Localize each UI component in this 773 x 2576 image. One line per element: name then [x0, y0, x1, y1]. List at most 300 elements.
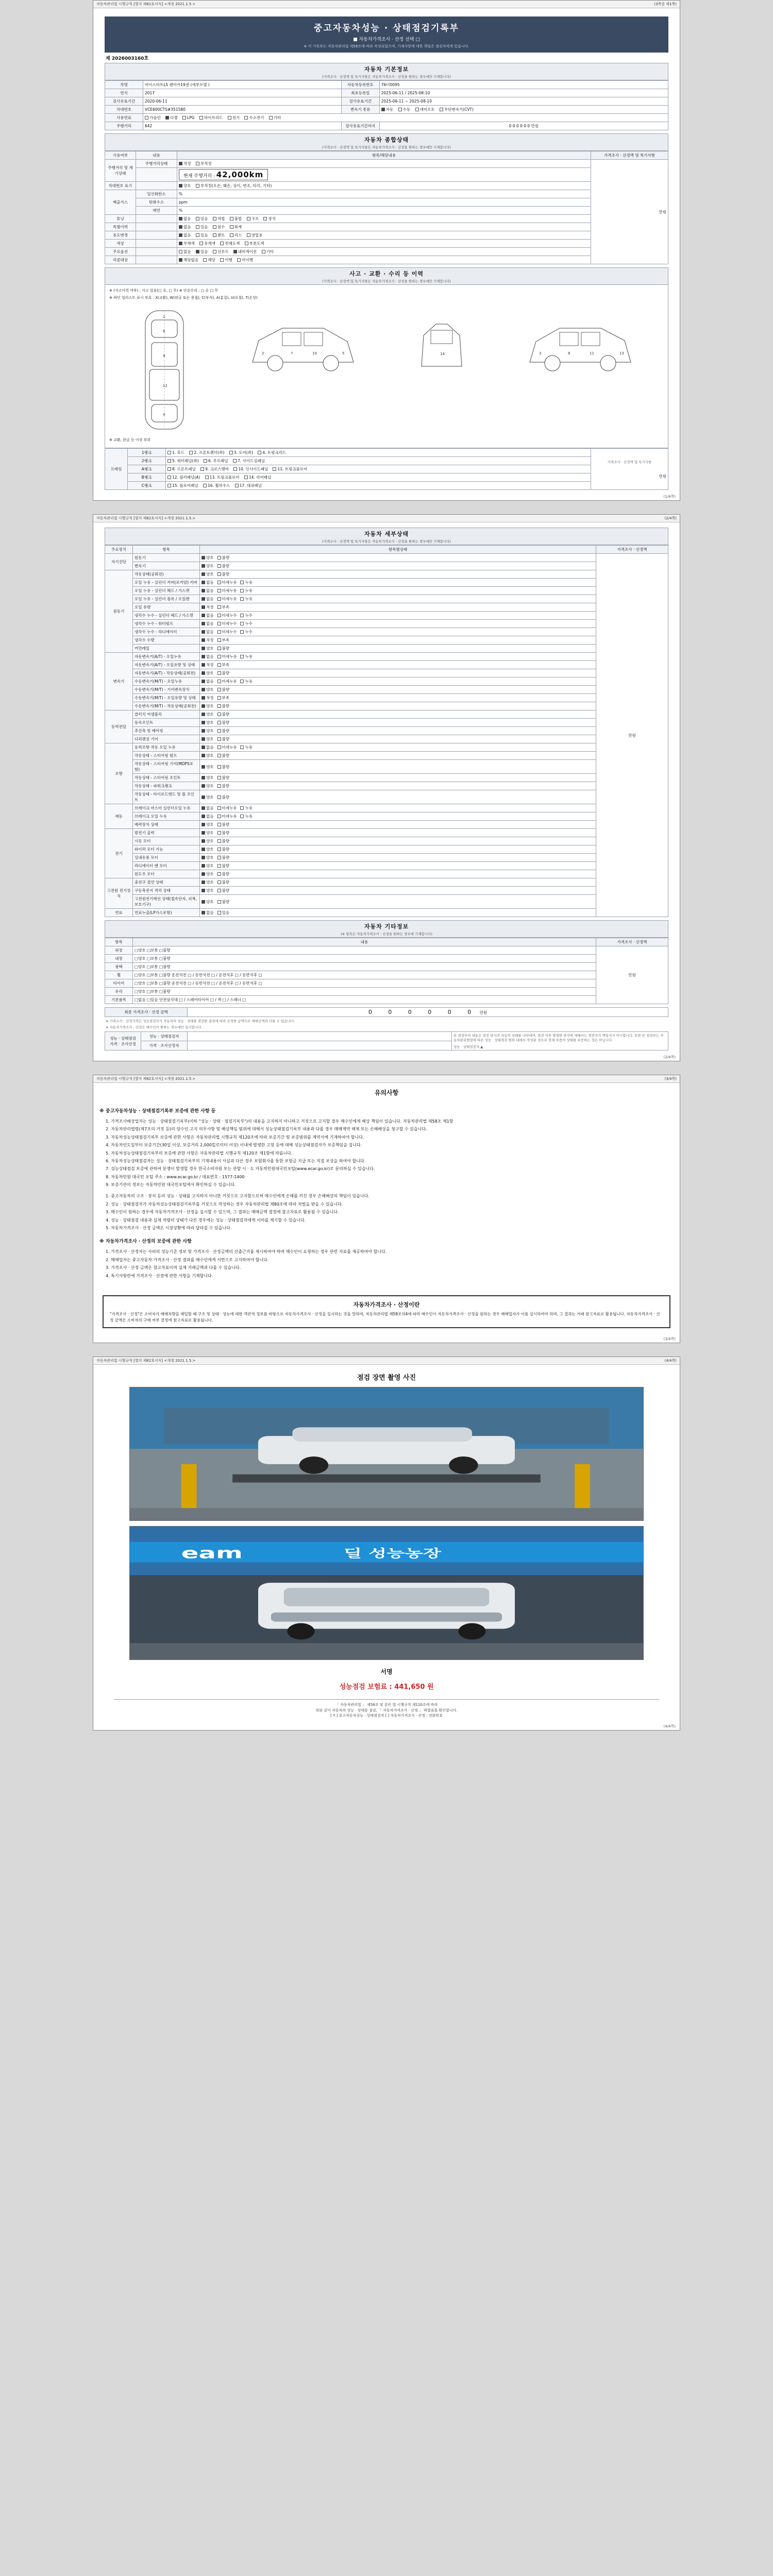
detail-item-options[interactable]	[200, 909, 596, 917]
detail-item-options[interactable]	[200, 645, 596, 653]
detail-item-label: 오일 유량	[133, 603, 200, 612]
final-price-digits[interactable]	[188, 1008, 668, 1017]
detail-rows-body	[105, 554, 668, 917]
detail-opt-0[interactable]: 적정	[201, 695, 214, 701]
etc-row-value-5[interactable]: □양호 □보통 □불량	[133, 988, 596, 996]
detail-opt-1[interactable]: 불량	[217, 871, 230, 877]
detail-item-label: 발전기 출력	[133, 829, 200, 837]
part-1-2[interactable]: 7. 사이드실패널	[233, 458, 265, 464]
etc-row-value-6[interactable]: □없음 □있음 안전삼각대 □ / 스페어타이어 □ / 잭 □ / 스패너 □	[133, 996, 596, 1004]
detail-opt-1[interactable]: 불량	[217, 728, 230, 734]
detail-group-8: 연료	[105, 909, 133, 917]
etc-row-value-3[interactable]: □양호 □보통 □불량 운전석전 □ / 동반석전 □ / 운전석후 □ / 동반석후 □	[133, 971, 596, 979]
overall-state-table	[105, 151, 668, 264]
detail-item-options[interactable]	[200, 694, 596, 702]
basic-label-2b: 검사유효기간	[341, 97, 379, 106]
basic-value-5[interactable]: 642	[143, 122, 342, 130]
detail-opt-0[interactable]: 양호	[201, 728, 214, 734]
detail-opt-1[interactable]: 부족	[217, 637, 230, 643]
detail-group-5: 제동	[105, 804, 133, 829]
opt-nav[interactable]: 내비게이션	[233, 249, 257, 255]
detail-opt-0[interactable]: 없음	[201, 629, 214, 635]
tuning-device[interactable]: 장치	[263, 216, 276, 222]
detail-opt-0[interactable]: 없음	[201, 580, 214, 585]
accident-line-2: ※ 하단 일러스트 표시 부호 : X(교환), W(판금 또는 용접), C(부식), A(흠집), U(요철), T(손상)	[109, 296, 258, 300]
basic-value-1[interactable]: 2017	[143, 89, 342, 97]
emission-item-1: 탄화수소	[136, 198, 177, 207]
detail-item-options[interactable]	[200, 579, 596, 587]
detail-opt-1[interactable]: 불량	[217, 703, 230, 709]
detail-opt-1[interactable]: 미세누유	[217, 805, 237, 811]
detail-opt-1[interactable]: 불량	[217, 571, 230, 577]
parts-items-2[interactable]	[166, 465, 591, 473]
history-none[interactable]: 없음	[179, 224, 191, 230]
detail-item-options[interactable]	[200, 895, 596, 909]
svg-text:11: 11	[590, 351, 594, 355]
part-3-2[interactable]: 14. 리어패널	[244, 474, 271, 480]
emission-val-0[interactable]: %	[177, 190, 591, 198]
recall-yes[interactable]: 해당	[203, 257, 215, 263]
detail-row	[105, 653, 668, 661]
part-2-1[interactable]: 9. 크로스멤버	[200, 466, 229, 472]
detail-item-options[interactable]	[200, 702, 596, 710]
detail-opt-0[interactable]: 양호	[201, 888, 214, 893]
detail-item-label: 라디에이터 팬 모터	[133, 862, 200, 870]
detail-item-options[interactable]	[200, 653, 596, 661]
section-basic-sub: (가격조사 · 산정액 및 특기사항은 자동차가격조사 · 산정을 원하는 경우에만 기재합니다)	[322, 75, 451, 79]
basic-value-3[interactable]: VCE600CTS#351580	[143, 106, 342, 114]
detail-opt-0[interactable]: 양호	[201, 775, 214, 781]
detail-opt-1[interactable]: 불량	[217, 855, 230, 860]
detail-opt-0[interactable]: 적정	[201, 604, 214, 610]
detail-opt-1[interactable]: 불량	[217, 736, 230, 742]
detail-opt-1[interactable]: 미세누수	[217, 629, 237, 635]
overall-opts-usage[interactable]	[177, 231, 591, 240]
detail-opt-1[interactable]: 불량	[217, 711, 230, 717]
opt-sunroof[interactable]: 선루프	[213, 249, 229, 255]
usage-rent[interactable]: 렌트	[213, 232, 225, 238]
basic-value-2b[interactable]: 2025-06-11 ~ 2025-08-10	[379, 97, 668, 106]
detail-opt-1[interactable]: 불량	[217, 646, 230, 651]
detail-opt-1[interactable]: 있음	[217, 910, 230, 916]
fuel-options[interactable]	[143, 114, 668, 122]
mileage-opt-bad[interactable]: 부적정	[196, 161, 212, 166]
detail-opt-1[interactable]: 불량	[217, 775, 230, 781]
car-rear-view-diagram[interactable]	[413, 306, 470, 383]
detail-opt-0[interactable]: 양호	[201, 555, 214, 561]
part-2-2[interactable]: 10. 인사이드패널	[233, 466, 268, 472]
detail-item-options[interactable]	[200, 774, 596, 782]
detail-opt-2[interactable]: 누유	[240, 654, 253, 659]
overall-opts-history[interactable]	[177, 223, 591, 231]
overall-opts-options[interactable]	[177, 248, 591, 256]
detail-opt-2[interactable]: 누유	[240, 805, 253, 811]
basic-info-table	[105, 80, 668, 130]
detail-opt-0[interactable]: 양호	[201, 794, 214, 800]
detail-item-options[interactable]	[200, 661, 596, 669]
footer-note-2: 위와 같이 자동차의 성능 · 상태를 점검, 「 자동차가격조사 · 산정 」 하였음을 확인합니다.	[315, 1708, 458, 1713]
detail-item-options[interactable]	[200, 878, 596, 887]
svg-text:5: 5	[342, 351, 345, 355]
detail-opt-2[interactable]: 누유	[240, 744, 253, 750]
detail-row	[105, 790, 668, 804]
detail-opt-0[interactable]: 없음	[201, 613, 214, 618]
part-4-1[interactable]: 16. 휠하우스	[203, 483, 230, 488]
detail-opt-0[interactable]: 없음	[201, 814, 214, 819]
detail-item-options[interactable]	[200, 628, 596, 636]
detail-opt-0[interactable]: 적정	[201, 662, 214, 668]
basic-value-2[interactable]: 2020-06-11	[143, 97, 342, 106]
etc-row-label-0: 외장	[105, 946, 133, 955]
basic-label-4: 사용연료	[105, 114, 143, 122]
detail-opt-2[interactable]: 누유	[240, 580, 253, 585]
opt-yes[interactable]: 있음	[196, 249, 208, 255]
detail-item-label: 냉각수 누수 - 실린더 헤드 / 가스켓	[133, 612, 200, 620]
detail-item-options[interactable]	[200, 620, 596, 628]
section-overall-sub: (가격조사 · 산정액 및 특기사항은 자동차가격조사 · 산정을 원하는 경우에만 기재합니다)	[322, 145, 451, 149]
fuel-opt-3[interactable]: 하이브리드	[199, 115, 223, 121]
detail-item-label: 오일 누유 - 실린더 헤드 / 가스켓	[133, 587, 200, 595]
detail-item-options[interactable]	[200, 677, 596, 686]
part-0-0[interactable]: 1. 후드	[167, 450, 184, 455]
etc-row-value-0[interactable]: □양호 □보통 □불량	[133, 946, 596, 955]
detail-opt-0[interactable]: 양호	[201, 863, 214, 869]
detail-item-options[interactable]	[200, 743, 596, 752]
detail-opt-0[interactable]: 양호	[201, 736, 214, 742]
basic-value-3b[interactable]	[379, 106, 668, 114]
detail-opt-1[interactable]: 불량	[217, 838, 230, 844]
detail-opt-0[interactable]: 양호	[201, 703, 214, 709]
detail-opt-0[interactable]: 적정	[201, 637, 214, 643]
detail-opt-0[interactable]: 양호	[201, 783, 214, 789]
detail-opt-1[interactable]: 부족	[217, 662, 230, 668]
detail-opt-1[interactable]: 미세누수	[217, 613, 237, 618]
overall-opts-recall[interactable]	[177, 256, 591, 264]
page-indicator: (3쪽중 제1쪽)	[654, 2, 677, 6]
svg-text:4: 4	[163, 413, 165, 417]
recall-notdone[interactable]: 미이행	[237, 257, 253, 263]
detail-opt-2[interactable]: 누유	[240, 588, 253, 594]
accident-price-cell[interactable]	[591, 449, 668, 490]
detail-item-options[interactable]	[200, 804, 596, 812]
basic-value-1b[interactable]: 2025-06-11 / 2025-08-10	[379, 89, 668, 97]
usage-lease[interactable]: 리스	[230, 232, 242, 238]
etc-rows-body	[105, 946, 668, 1004]
car-right-side-diagram[interactable]	[524, 306, 637, 383]
usage-yes[interactable]: 있음	[196, 232, 208, 238]
detail-item-options[interactable]	[200, 612, 596, 620]
section-etc-title: 자동차 기타정보	[364, 923, 409, 930]
parts-items-1[interactable]	[166, 457, 591, 465]
overall-opts-color[interactable]	[177, 240, 591, 248]
part-1-1[interactable]: 6. 루프패널	[204, 458, 228, 464]
basic-value-0[interactable]: 마이스타트LS 렌터카19센 (세부모델 )	[143, 81, 342, 89]
detail-item-options[interactable]	[200, 686, 596, 694]
overall-group-history: 특별이력	[105, 223, 136, 231]
section-basic-title: 자동차 기본정보	[364, 66, 409, 73]
detail-opt-1[interactable]: 불량	[217, 764, 230, 770]
emission-val-1[interactable]: ppm	[177, 198, 591, 207]
inspector-row-0-value[interactable]	[188, 1032, 452, 1041]
detail-opt-0[interactable]: 없음	[201, 744, 214, 750]
parts-rank-3: B랭크	[128, 473, 166, 482]
car-top-view-diagram[interactable]	[136, 306, 193, 434]
part-0-1[interactable]: 2. 프론트펜더(좌)	[189, 450, 224, 455]
etc-row-label-6: 기본품목	[105, 996, 133, 1004]
detail-opt-0[interactable]: 양호	[201, 764, 214, 770]
inspector-check-label: 성능 · 상태점검자 ▲	[453, 1045, 483, 1049]
detail-item-options[interactable]	[200, 669, 596, 677]
parts-items-4[interactable]	[166, 482, 591, 490]
detail-opt-1[interactable]: 불량	[217, 822, 230, 827]
emission-val-2[interactable]: %	[177, 207, 591, 215]
detail-item-options[interactable]	[200, 887, 596, 895]
detail-opt-0[interactable]: 없음	[201, 654, 214, 659]
detail-opt-0[interactable]: 양호	[201, 646, 214, 651]
detail-opt-0[interactable]: 양호	[201, 846, 214, 852]
detail-item-options[interactable]	[200, 719, 596, 727]
detail-opt-1[interactable]: 불량	[217, 879, 230, 885]
history-flood[interactable]: 침수	[213, 224, 225, 230]
parts-rank-2: A랭크	[128, 465, 166, 473]
part-2-0[interactable]: 8. 프론트패널	[167, 466, 196, 472]
detail-item-options[interactable]	[200, 812, 596, 821]
detail-opt-0[interactable]: 양호	[201, 687, 214, 692]
detail-item-options[interactable]	[200, 562, 596, 570]
history-yes[interactable]: 있음	[196, 224, 208, 230]
detail-opt-1[interactable]: 미세누유	[217, 580, 237, 585]
detail-opt-1[interactable]: 미세누유	[217, 654, 237, 659]
tuning-yes[interactable]: 있음	[196, 216, 208, 222]
detail-opt-0[interactable]: 양호	[201, 670, 214, 676]
detail-item-options[interactable]	[200, 760, 596, 774]
overall-group-usage: 용도변경	[105, 231, 136, 240]
mileage-opt-ok[interactable]: 적정	[179, 161, 191, 166]
fuel-opt-2[interactable]: LPG	[182, 115, 195, 120]
detail-opt-1[interactable]: 미세누유	[217, 814, 237, 819]
overall-opts-tuning[interactable]	[177, 215, 591, 223]
overall-opts-mileage[interactable]	[177, 160, 591, 168]
fuel-opt-0[interactable]: 가솔린	[145, 115, 161, 121]
detail-opt-0[interactable]: 양호	[201, 753, 214, 758]
tuning-illegal[interactable]: 불법	[230, 216, 242, 222]
usage-none[interactable]: 없음	[179, 232, 191, 238]
detail-opt-0[interactable]: 양호	[201, 879, 214, 885]
vin-opt-bad[interactable]: 부적정(오손, 훼손, 상이, 변조, 타각, 기타)	[196, 183, 272, 189]
detail-opt-0[interactable]: 양호	[201, 899, 214, 905]
etc-price-cell[interactable]: 만원	[596, 946, 668, 1004]
color-chromatic[interactable]: 유채색	[199, 241, 215, 246]
detail-item-options[interactable]	[200, 570, 596, 579]
detail-item-options[interactable]	[200, 837, 596, 845]
page-4-indicator: (4/4쪽)	[664, 1359, 677, 1363]
vin-opt-ok[interactable]: 양호	[179, 183, 191, 189]
history-fire[interactable]: 화재	[230, 224, 242, 230]
etc-row-value-2[interactable]: □양호 □보통 □불량	[133, 963, 596, 971]
detail-opt-1[interactable]: 불량	[217, 783, 230, 789]
inspector-row-1-value[interactable]	[188, 1041, 452, 1050]
detail-opt-0[interactable]: 양호	[201, 830, 214, 836]
color-part-paint[interactable]: 부분도색	[245, 241, 264, 246]
detail-opt-1[interactable]: 불량	[217, 846, 230, 852]
detail-opt-1[interactable]: 불량	[217, 830, 230, 836]
inspection-photo-front	[129, 1526, 644, 1660]
detail-item-options[interactable]	[200, 862, 596, 870]
page-4-ref: 자동차관리법 시행규칙 [별지 제82호서식] <개정 2021.1.5.>	[96, 1359, 196, 1363]
etc-table	[105, 938, 668, 1004]
fuel-opt-6[interactable]: 기타	[269, 115, 281, 121]
svg-text:3: 3	[539, 351, 542, 355]
detail-opt-1[interactable]: 불량	[217, 687, 230, 692]
detail-opt-0[interactable]: 양호	[201, 838, 214, 844]
detail-opt-1[interactable]: 불량	[217, 888, 230, 893]
detail-opt-1[interactable]: 미세누유	[217, 588, 237, 594]
detail-opt-1[interactable]: 불량	[217, 863, 230, 869]
detail-price-cell[interactable]: 만원	[596, 554, 668, 917]
detail-item-options[interactable]	[200, 710, 596, 719]
page-2-header	[93, 515, 680, 522]
detail-opt-0[interactable]: 없음	[201, 588, 214, 594]
detail-opt-0[interactable]: 양호	[201, 720, 214, 725]
trans-opt-3[interactable]: 무단변속기(CVT)	[440, 107, 474, 112]
detail-item-options[interactable]	[200, 595, 596, 603]
detail-row	[105, 804, 668, 812]
notice-title: 유의사항	[374, 1089, 399, 1096]
trans-opt-0[interactable]: 자동	[381, 107, 394, 112]
recall-done[interactable]: 이행	[220, 257, 232, 263]
etc-row-value-4[interactable]: □양호 □보통 □불량 운전석전 □ / 동반석전 □ / 운전석후 □ / 동반석후 □	[133, 979, 596, 988]
detail-item-options[interactable]	[200, 854, 596, 862]
basic-label-3b: 변속기 종류	[341, 106, 379, 114]
part-1-0[interactable]: 5. 쿼터패널(좌)	[167, 458, 199, 464]
detail-opt-0[interactable]: 없음	[201, 910, 214, 916]
detail-opt-0[interactable]: 양호	[201, 563, 214, 569]
detail-opt-2[interactable]: 누유	[240, 814, 253, 819]
detail-item-options[interactable]	[200, 821, 596, 829]
basic-value-0b[interactable]: 76더0095	[379, 81, 668, 89]
tuning-structure[interactable]: 구조	[247, 216, 259, 222]
detail-opt-0[interactable]: 양호	[201, 855, 214, 860]
overall-item-mileage-current	[136, 168, 177, 182]
detail-opt-0[interactable]: 없음	[201, 679, 214, 684]
detail-opt-2[interactable]: 누유	[240, 596, 253, 602]
detail-item-options[interactable]	[200, 870, 596, 878]
part-4-2[interactable]: 17. 대쉬패널	[235, 483, 262, 488]
detail-opt-2[interactable]: 누수	[240, 613, 253, 618]
detail-opt-1[interactable]: 불량	[217, 555, 230, 561]
detail-opt-1[interactable]: 부족	[217, 604, 230, 610]
detail-opt-1[interactable]: 미세누유	[217, 679, 237, 684]
detail-opt-2[interactable]: 누수	[240, 621, 253, 626]
basic-value-5b[interactable]: 0 0 0 0 0 0 만원	[379, 122, 668, 130]
detail-item-options[interactable]	[200, 845, 596, 854]
trans-opt-2[interactable]: 세미오토	[415, 107, 435, 112]
detail-opt-1[interactable]: 불량	[217, 753, 230, 758]
detail-opt-0[interactable]: 양호	[201, 871, 214, 877]
detail-item-options[interactable]	[200, 603, 596, 612]
parts-items-0[interactable]	[166, 449, 591, 457]
part-0-3[interactable]: 4. 트렁크리드	[258, 450, 286, 455]
color-full-paint[interactable]: 전체도색	[220, 241, 240, 246]
detail-item-label: 브레이크 마스터 실린더오일 누유	[133, 804, 200, 812]
detail-group-0: 자기진단	[105, 554, 133, 570]
detail-opt-2[interactable]: 누수	[240, 629, 253, 635]
detail-item-options[interactable]	[200, 727, 596, 735]
parts-items-3[interactable]	[166, 473, 591, 482]
recall-na[interactable]: 해당없음	[179, 257, 198, 263]
overall-item-history	[136, 223, 177, 231]
final-note-1: ※ 가격조사 · 산정가격은 성능점검자가 자동차의 성능 · 상태를 점검한 결과에 따라 산정한 금액으로 매매금액과 다를 수 있습니다.	[106, 1019, 295, 1023]
trans-opt-1[interactable]: 수동	[398, 107, 411, 112]
detail-opt-1[interactable]: 미세누유	[217, 596, 237, 602]
car-left-side-diagram[interactable]	[246, 306, 360, 383]
overall-price-note[interactable]	[591, 160, 668, 264]
detail-opt-2[interactable]: 누유	[240, 679, 253, 684]
detail-opt-1[interactable]: 불량	[217, 563, 230, 569]
detail-opt-0[interactable]: 양호	[201, 571, 214, 577]
overall-group-emission: 배출가스	[105, 190, 136, 215]
part-4-0[interactable]: 15. 플로어패널	[167, 483, 198, 488]
overall-opts-vin[interactable]	[177, 182, 591, 190]
accident-line-1: ※ (사고이력 여부) : 사고 있음(□ 유, □ 무) ※ 단순수리 : □ 유 □ 무	[109, 289, 219, 293]
detail-opt-1[interactable]: 불량	[217, 720, 230, 725]
detail-opt-0[interactable]: 없음	[201, 596, 214, 602]
etc-row-value-1[interactable]: □양호 □보통 □불량	[133, 955, 596, 963]
part-3-1[interactable]: 13. 트렁크플로어	[205, 474, 240, 480]
detail-opt-1[interactable]: 불량	[217, 794, 230, 800]
etc-row	[105, 946, 668, 955]
section-detail-sub: (가격조사 · 산정액 및 특기사항은 자동차가격조사 · 산정을 원하는 경우에만 기재합니다)	[322, 539, 451, 544]
opt-none[interactable]: 없음	[179, 249, 191, 255]
tuning-none[interactable]: 없음	[179, 216, 191, 222]
tuning-legal[interactable]: 적법	[213, 216, 225, 222]
color-achromatic[interactable]: 무채색	[179, 241, 195, 246]
detail-opt-0[interactable]: 없음	[201, 621, 214, 626]
part-2-3[interactable]: 11. 트렁크플로어	[273, 466, 307, 472]
detail-item-options[interactable]	[200, 790, 596, 804]
part-3-0[interactable]: 12. 필러패널(A)	[167, 474, 200, 480]
usage-business[interactable]: 영업용	[247, 232, 263, 238]
detail-opt-1[interactable]: 부족	[217, 695, 230, 701]
detail-opt-1[interactable]: 미세누유	[217, 744, 237, 750]
opt-etc[interactable]: 기타	[262, 249, 274, 255]
notice-item: 3. 자동차성능상태점검기록부 보증에 관한 사항은 자동차관리법 시행규칙 제120조에 따라 보증기간 및 보증범위를 계약서에 기재하여야 합니다.	[106, 1134, 364, 1140]
detail-opt-0[interactable]: 양호	[201, 711, 214, 717]
detail-item-options[interactable]	[200, 735, 596, 743]
parts-rank-4: C랭크	[128, 482, 166, 490]
detail-opt-0[interactable]: 없음	[201, 805, 214, 811]
detail-item-options[interactable]	[200, 752, 596, 760]
overall-mileage-display	[177, 168, 591, 182]
detail-item-options[interactable]	[200, 587, 596, 595]
detail-item-options[interactable]	[200, 829, 596, 837]
detail-opt-0[interactable]: 양호	[201, 822, 214, 827]
detail-opt-1[interactable]: 불량	[217, 899, 230, 905]
fuel-opt-5[interactable]: 수소전기	[244, 115, 264, 121]
detail-item-label: 시동 모터	[133, 837, 200, 845]
fuel-opt-4[interactable]: 전기	[228, 115, 240, 121]
part-0-2[interactable]: 3. 도어(좌)	[229, 450, 253, 455]
detail-item-label: 냉각수 수량	[133, 636, 200, 645]
detail-item-options[interactable]	[200, 554, 596, 562]
detail-item-options[interactable]	[200, 782, 596, 790]
fuel-opt-1[interactable]: 디젤	[165, 115, 178, 121]
detail-opt-1[interactable]: 불량	[217, 670, 230, 676]
detail-item-label: 작동상태 - 스티어링 기어(MDPS포함)	[133, 760, 200, 774]
detail-opt-1[interactable]: 미세누수	[217, 621, 237, 626]
detail-item-options[interactable]	[200, 636, 596, 645]
emission-item-0: 일산화탄소	[136, 190, 177, 198]
